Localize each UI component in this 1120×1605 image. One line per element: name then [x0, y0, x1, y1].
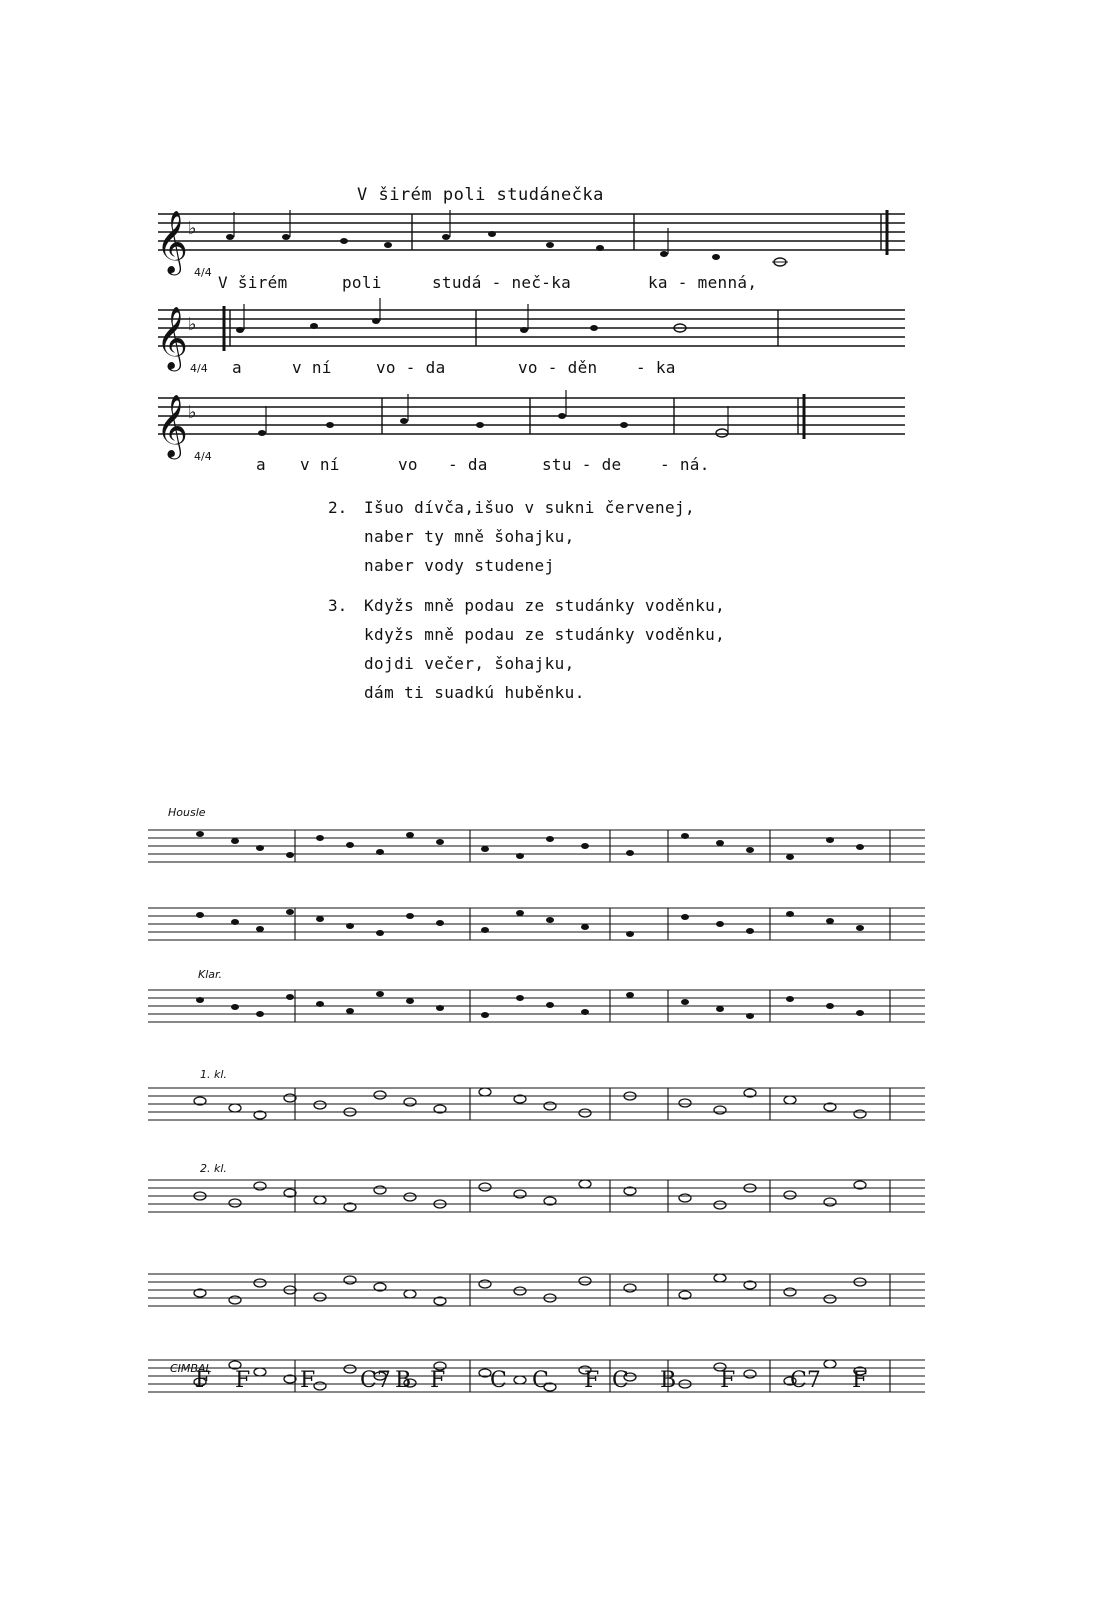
- score-note: [196, 831, 204, 837]
- score-note: [479, 1280, 491, 1288]
- score-note: [286, 852, 294, 858]
- score-note: [229, 1199, 241, 1207]
- svg-text:4/4: 4/4: [190, 362, 208, 375]
- svg-text:♭: ♭: [188, 402, 197, 423]
- score-note: [746, 1013, 754, 1019]
- label-klar: Klar.: [198, 968, 223, 981]
- melody-lyric-3-w6: - ná.: [660, 455, 710, 474]
- score-note: [746, 847, 754, 853]
- score-note: [624, 1284, 636, 1292]
- score-note: [404, 1098, 416, 1106]
- score-note: [826, 837, 834, 843]
- score-note: [256, 845, 264, 851]
- svg-text:4/4: 4/4: [194, 450, 212, 463]
- score-note: [581, 843, 589, 849]
- cimbal-chord: C7: [360, 1368, 391, 1393]
- score-note: [376, 930, 384, 936]
- score-note: [716, 1006, 724, 1012]
- score-note: [854, 1110, 866, 1118]
- score-note: [344, 1365, 356, 1373]
- label-2-kl: 2. kl.: [200, 1162, 227, 1175]
- score-note: [516, 853, 524, 859]
- melody-lyric-2-w3: vo - da: [376, 358, 446, 377]
- score-note: [196, 912, 204, 918]
- melody-staff-1: [150, 200, 910, 280]
- score-note: [784, 1191, 796, 1199]
- score-note: [479, 1183, 491, 1191]
- score-note: [681, 833, 689, 839]
- score-note: [579, 1277, 591, 1285]
- melody-lyric-3-w2: v ní: [300, 455, 340, 474]
- score-note: [716, 840, 724, 846]
- score-note: [679, 1194, 691, 1202]
- score-note: [481, 1012, 489, 1018]
- score-note: [254, 1279, 266, 1287]
- score-note: [744, 1370, 756, 1378]
- song-title: V širém poli studánečka: [357, 185, 604, 205]
- score-note: [514, 1287, 526, 1295]
- verse-3-line-4: dám ti suadkú huběnku.: [364, 683, 585, 702]
- score-note: [314, 1382, 326, 1390]
- label-housle: Housle: [168, 806, 206, 819]
- score-note: [626, 850, 634, 856]
- cimbal-chord: C: [612, 1368, 629, 1393]
- score-note: [256, 1011, 264, 1017]
- score-note: [546, 836, 554, 842]
- score-note: [376, 991, 384, 997]
- score-note: [786, 996, 794, 1002]
- melody-lyric-1-w4: ka - menná,: [648, 273, 758, 292]
- svg-text:𝄞: 𝄞: [156, 210, 188, 273]
- score-note: [826, 1003, 834, 1009]
- score-note: [376, 849, 384, 855]
- label-cimbal: CIMBAL: [170, 1362, 212, 1375]
- score-note: [746, 928, 754, 934]
- score-note: [231, 1004, 239, 1010]
- verse-3-line-2: kdyžs mně podau ze studánky voděnku,: [364, 625, 726, 644]
- score-note: [436, 839, 444, 845]
- score-note: [546, 1002, 554, 1008]
- score-note: [316, 916, 324, 922]
- score-note: [346, 842, 354, 848]
- score-note: [344, 1276, 356, 1284]
- score-note: [256, 926, 264, 932]
- score-note: [404, 1290, 416, 1298]
- ensemble-score: [140, 800, 930, 1400]
- score-note: [826, 918, 834, 924]
- verse-2-line-3: naber vody studenej: [364, 556, 555, 575]
- score-note: [681, 999, 689, 1005]
- score-note: [314, 1101, 326, 1109]
- score-note: [514, 1376, 526, 1384]
- score-note: [516, 995, 524, 1001]
- score-note: [856, 925, 864, 931]
- svg-text:♭: ♭: [188, 218, 197, 239]
- score-note: [314, 1196, 326, 1204]
- score-note: [436, 1005, 444, 1011]
- svg-text:4/4: 4/4: [194, 266, 212, 279]
- score-note: [406, 998, 414, 1004]
- score-note: [314, 1293, 326, 1301]
- score-note: [514, 1190, 526, 1198]
- cimbal-chord: F: [720, 1368, 736, 1393]
- cimbal-chord: C7: [790, 1368, 821, 1393]
- score-note: [546, 917, 554, 923]
- melody-lyric-2-w5: - ka: [636, 358, 676, 377]
- melody-lyric-3-w1: a: [256, 455, 266, 474]
- score-note: [404, 1193, 416, 1201]
- melody-lyric-2-w1: a: [232, 358, 242, 377]
- score-note: [714, 1201, 726, 1209]
- score-note: [229, 1296, 241, 1304]
- cimbal-chord: B: [395, 1368, 412, 1393]
- score-note: [824, 1360, 836, 1368]
- score-note: [436, 920, 444, 926]
- melody-lyric-3-w3: vo: [398, 455, 418, 474]
- verse-2-line-1: Išuo dívča,išuo v sukni červenej,: [364, 498, 696, 517]
- score-note: [481, 846, 489, 852]
- score-note: [231, 919, 239, 925]
- score-note: [626, 931, 634, 937]
- svg-text:♭: ♭: [188, 314, 197, 335]
- verse-2-line-2: naber ty mně šohajku,: [364, 527, 575, 546]
- svg-text:𝄞: 𝄞: [156, 394, 188, 457]
- score-note: [681, 914, 689, 920]
- cimbal-chord: F: [300, 1368, 316, 1393]
- cimbal-chord: F: [195, 1368, 211, 1393]
- score-note: [516, 910, 524, 916]
- melody-lyric-1-w2: poli: [342, 273, 382, 292]
- score-note: [581, 1009, 589, 1015]
- verse-2-number: 2.: [328, 498, 348, 517]
- cimbal-chord: F: [852, 1368, 868, 1393]
- melody-staff-3: [150, 384, 910, 464]
- score-note: [784, 1288, 796, 1296]
- score-note: [579, 1180, 591, 1188]
- score-note: [374, 1091, 386, 1099]
- score-note: [229, 1104, 241, 1112]
- score-note: [626, 992, 634, 998]
- score-note: [286, 909, 294, 915]
- cimbal-chord: C: [490, 1368, 507, 1393]
- score-note: [481, 927, 489, 933]
- cimbal-chord: F: [235, 1368, 251, 1393]
- svg-text:𝄞: 𝄞: [156, 306, 188, 369]
- cimbal-chord: C: [532, 1368, 549, 1393]
- verse-3-number: 3.: [328, 596, 348, 615]
- score-note: [579, 1109, 591, 1117]
- score-note: [374, 1186, 386, 1194]
- score-note: [286, 994, 294, 1000]
- score-note: [714, 1106, 726, 1114]
- score-note: [316, 835, 324, 841]
- score-note: [254, 1368, 266, 1376]
- score-note: [346, 1008, 354, 1014]
- cimbal-chord: F: [430, 1368, 446, 1393]
- cimbal-chord: B: [660, 1368, 677, 1393]
- score-note: [786, 854, 794, 860]
- score-note: [316, 1001, 324, 1007]
- score-note: [479, 1088, 491, 1096]
- score-note: [716, 921, 724, 927]
- label-1-kl: 1. kl.: [200, 1068, 227, 1081]
- score-note: [406, 832, 414, 838]
- score-note: [784, 1096, 796, 1104]
- score-note: [254, 1182, 266, 1190]
- score-note: [196, 997, 204, 1003]
- score-note: [679, 1099, 691, 1107]
- score-note: [856, 844, 864, 850]
- score-note: [544, 1102, 556, 1110]
- score-note: [824, 1295, 836, 1303]
- melody-lyric-1-w1: V širém: [218, 273, 288, 292]
- score-note: [231, 838, 239, 844]
- score-note: [824, 1198, 836, 1206]
- melody-lyric-3-w4: - da: [448, 455, 488, 474]
- melody-lyric-1-w3: studá - neč-ka: [432, 273, 572, 292]
- score-note: [346, 923, 354, 929]
- melody-lyric-2-w4: vo - děn: [518, 358, 598, 377]
- score-note: [714, 1274, 726, 1282]
- melody-lyric-3-w5: stu - de: [542, 455, 622, 474]
- score-note: [284, 1094, 296, 1102]
- verse-3-line-1: Kdyžs mně podau ze studánky voděnku,: [364, 596, 726, 615]
- score-note: [786, 911, 794, 917]
- score-note: [856, 1010, 864, 1016]
- verse-3-line-3: dojdi večer, šohajku,: [364, 654, 575, 673]
- score-note: [406, 913, 414, 919]
- cimbal-chord: F: [584, 1368, 600, 1393]
- score-note: [581, 924, 589, 930]
- melody-lyric-2-w2: v ní: [292, 358, 332, 377]
